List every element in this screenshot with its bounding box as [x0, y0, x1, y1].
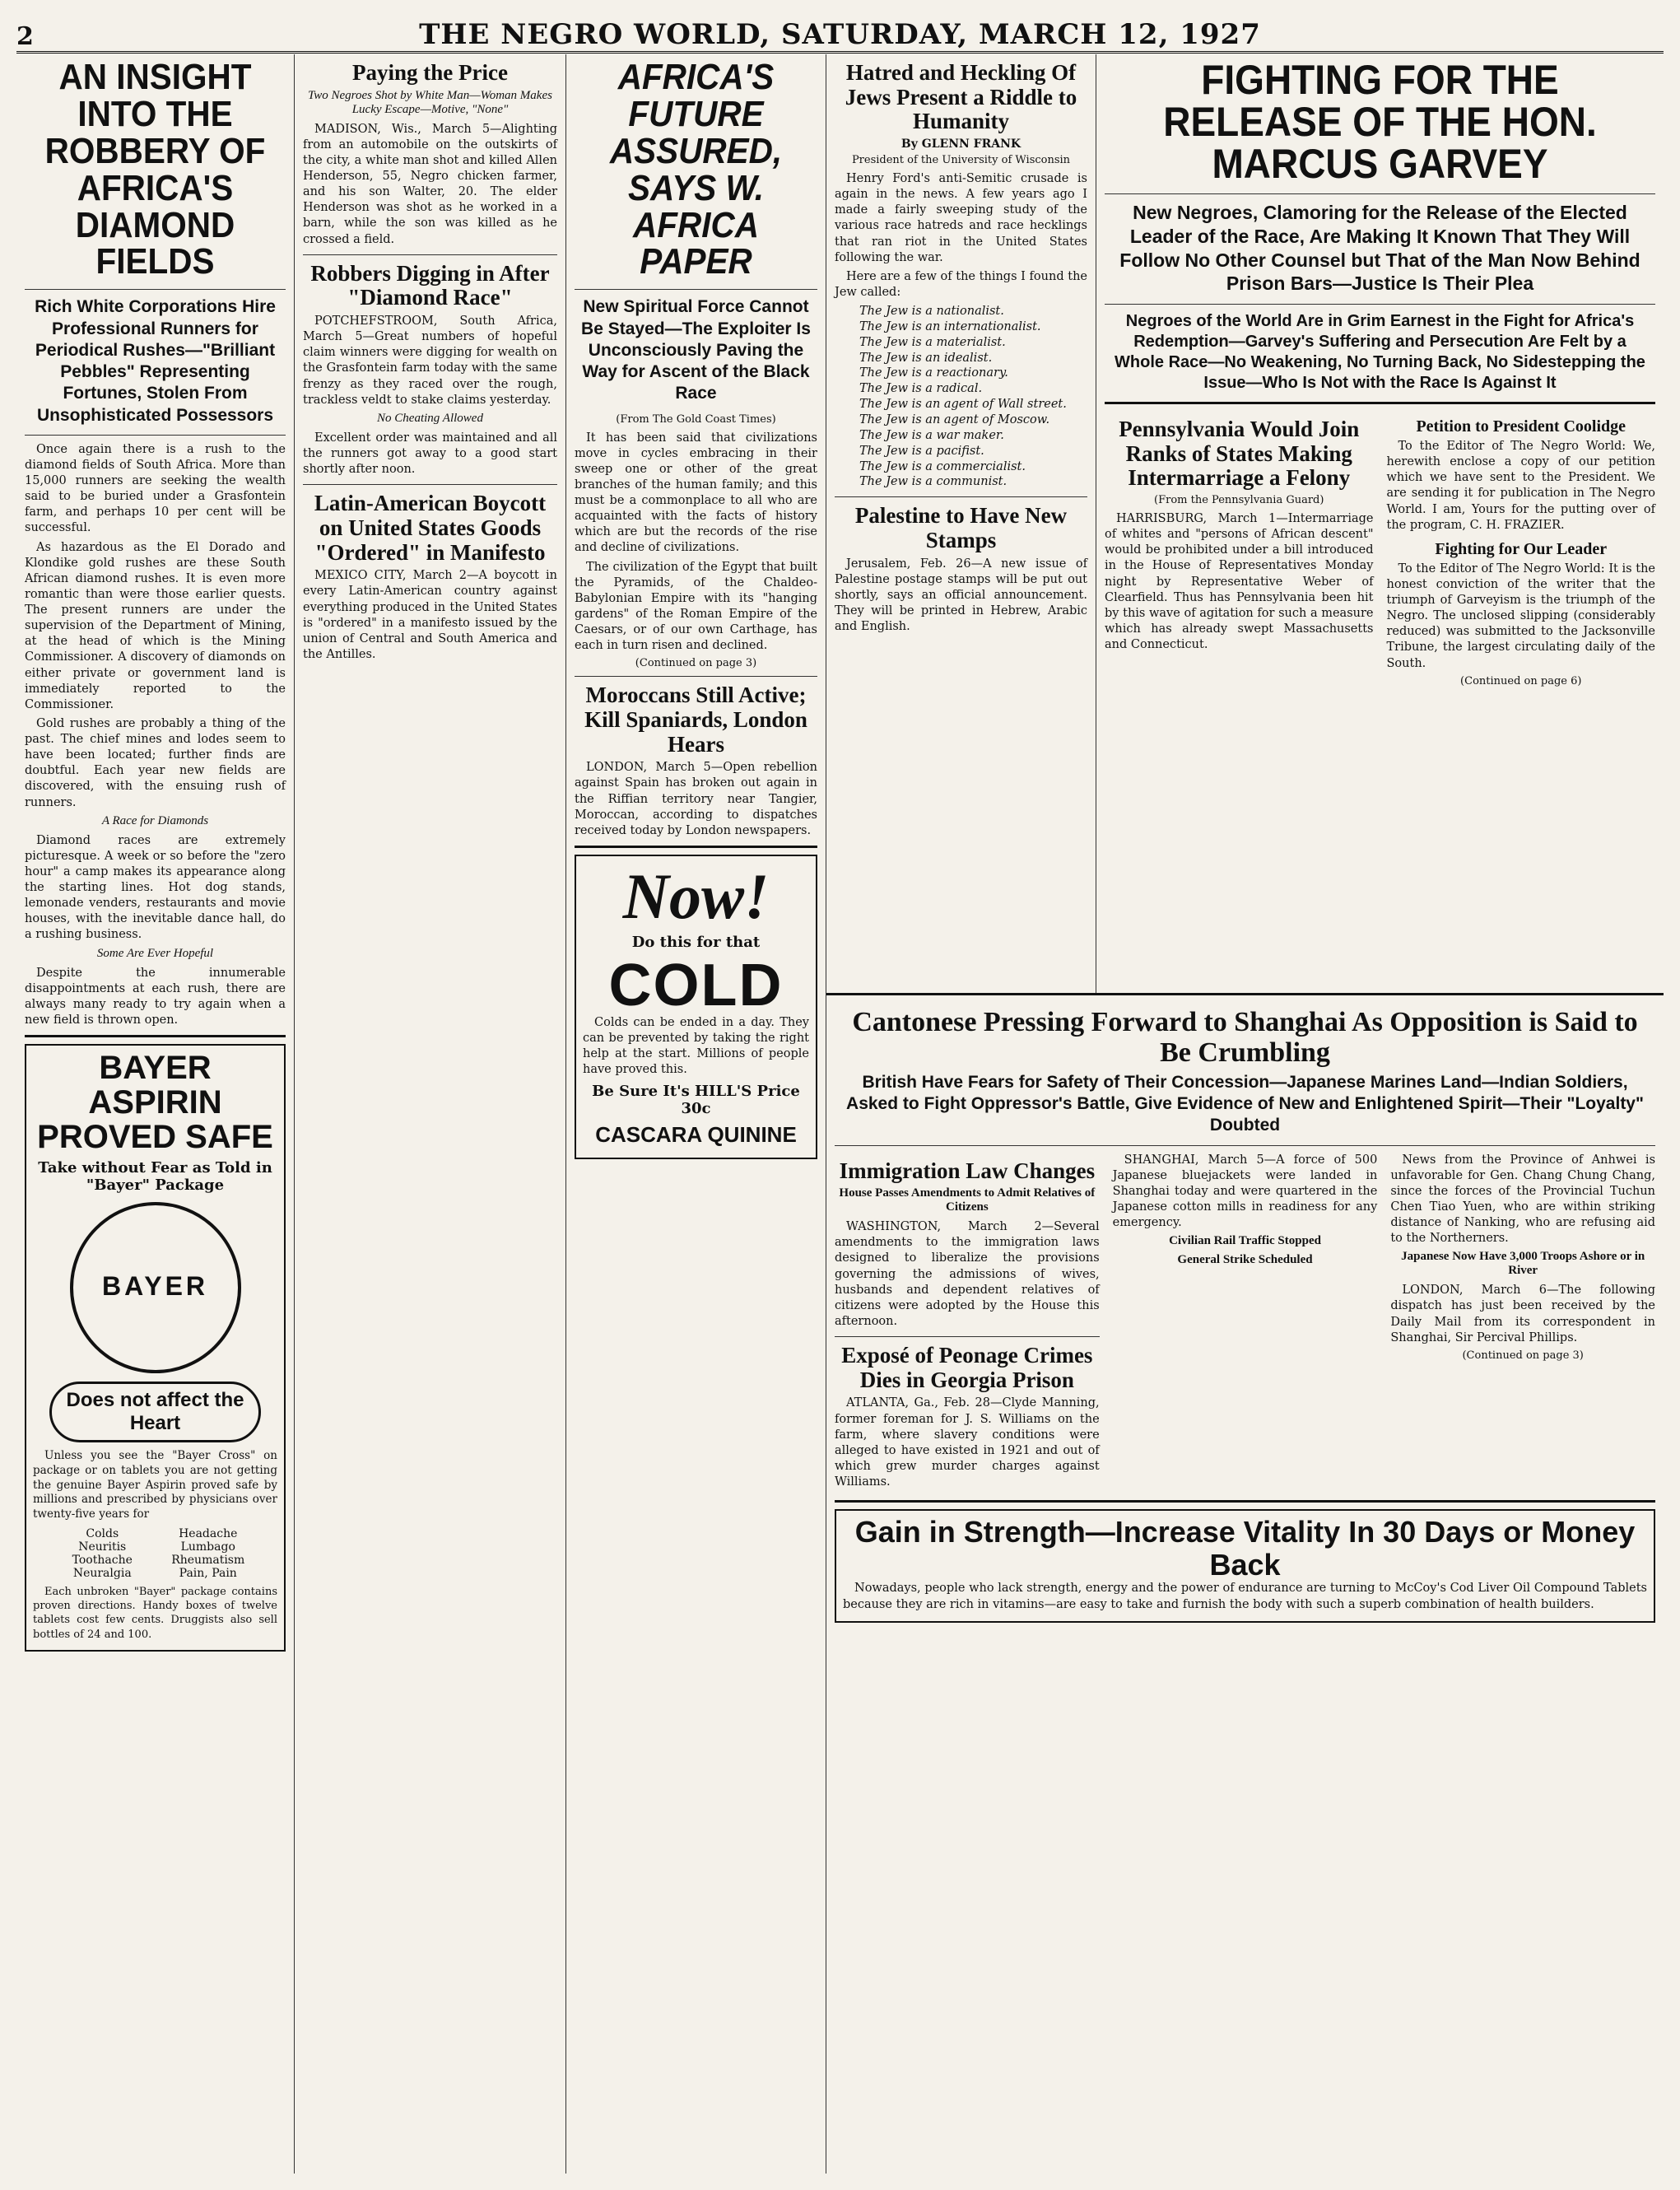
- cantonese-article-part-2: [1390, 1153, 1655, 1494]
- immigration-headline: Immigration Law Changes: [839, 1158, 1096, 1183]
- immigration-subhead: House Passes Amendments to Admit Relatives of Citizens: [839, 1186, 1096, 1214]
- jews-riddle-byline-title: President of the University of Wisconsin: [851, 154, 1071, 167]
- column-paying-price: [295, 54, 566, 2174]
- pennsylvania-paragraph: HARRISBURG, March 1—Intermarriage of whites and "persons of African descent" would be prohibited under a bill introduced in the House of Representatives Monday night by Representative Weber of Clearfield. Thus has Pennsylvania been hit by this wave of agitation for such a measure which has already swept Massachusetts and Connecticut.: [1105, 512, 1374, 652]
- cantonese-paragraph-3: LONDON, March 6—The following dispatch has just been received by the Daily Mail from its correspondent in Shanghai, Sir Percival Phillips.: [1390, 1284, 1656, 1344]
- masthead: [16, 12, 1664, 54]
- cantonese-deck: British Have Fears for Safety of Their Concession—Japanese Marines Land—Indian Soldiers, Asked to Fight Oppressor's Battle, Give Evidence of New and Enlightened Spirit—Their "Loyalty" Doubted: [846, 1072, 1644, 1135]
- fighting-leader-headline: Fighting for Our Leader: [1435, 539, 1608, 558]
- petition-headline: Petition to President Coolidge: [1416, 417, 1626, 436]
- japanese-troops-subhead: Japanese Now Have 3,000 Troops Ashore or in River: [1401, 1250, 1645, 1278]
- latin-boycott-headline: Latin-American Boycott on United States Goods "Ordered" in Manifesto: [314, 491, 547, 565]
- hills-cascara-ad: [575, 855, 817, 1160]
- cantonese-paragraph-1: SHANGHAI, March 5—A force of 500 Japanese bluejackets were landed in Shanghai today and were quartered in the Japanese cotton mills in readiness for any emergency.: [1112, 1153, 1378, 1230]
- palestine-stamps-headline: Palestine to Have New Stamps: [854, 503, 1068, 552]
- jews-riddle-paragraph-2: Here are a few of the things I found the Jew called:: [835, 269, 1087, 299]
- no-cheating-subhead: No Cheating Allowed: [377, 411, 483, 425]
- garvey-split-section: [1105, 411, 1655, 691]
- lower-right-section: [826, 993, 1664, 2174]
- pennsylvania-headline: Pennsylvania Would Join Ranks of States Making Intermarriage a Felony: [1119, 417, 1360, 491]
- page-number: 2: [16, 22, 34, 51]
- diamond-paragraph-4: Diamond races are extremely picturesque. A week or so before the "zero hour" a camp makes its appearance along the starting lines. Hot dog stands, lemonade venders, restaurants and movie houses, with the inevitable dance hall, do a rushing business.: [25, 833, 286, 942]
- africa-future-paragraph-2: The civilization of the Egypt that built the Pyramids, of the Chaldeo-Babylonian Empire with its "hanging gardens" of the Roman Empire of the Caesars, or of our own Carthage, has each in turn risen and declined.: [575, 560, 817, 653]
- latin-boycott-paragraph: MEXICO CITY, March 2—A boycott in every Latin-American country against everything produced in the United States is "ordered" in a manifesto issued by the union of Central and South America and the Antilles.: [303, 569, 557, 661]
- petition-paragraph: To the Editor of The Negro World: We, herewith enclose a copy of our petition which we have sent to the President. We are sending it for publication in The Negro World. I am, Yours for the putting over of the program, C. H. FRAZIER.: [1386, 440, 1655, 532]
- robbers-digging-headline: Robbers Digging in After "Diamond Race": [310, 260, 550, 310]
- diamond-deck: Rich White Corporations Hire Professional Runners for Periodical Rushes—"Brilliant Pebbles" Representing Fortunes, Stolen From Unsophisticated Possessors: [35, 297, 276, 425]
- diamond-headline: AN INSIGHT INTO THE ROBBERY OF AFRICA'S DIAMOND FIELDS: [44, 57, 266, 282]
- bayer-heart-oval: Does not affect the Heart: [49, 1382, 261, 1442]
- diamond-paragraph-2: As hazardous as the El Dorado and Klondike gold rushes are these South African diamond rushes. It is even more romantic than were those earlier quests. The present runners are under the supervision of the Department of Mining, at the head of which is the Mining Commissioner. A discovery of diamonds on either private or government land is immediately reported to the Commissioner.: [25, 540, 286, 711]
- jews-riddle-headline: Hatred and Heckling Of Jews Present a Riddle to Humanity: [845, 60, 1077, 134]
- bayer-ad-body: Unless you see the "Bayer Cross" on package or on tablets you are not getting the genuine Bayer Aspirin proved safe by millions and prescribed by physicians over twenty-five years for: [33, 1449, 277, 1521]
- cantonese-continued: (Continued on page 3): [1462, 1349, 1584, 1362]
- bayer-ad-title: BAYER ASPIRIN PROVED SAFE: [37, 1050, 273, 1155]
- bayer-aspirin-ad: [25, 1044, 286, 1652]
- fighting-leader-continued: (Continued on page 6): [1460, 674, 1582, 687]
- ad-now-subheading: Do this for that: [631, 933, 761, 951]
- ad-cascara-quinine: CASCARA QUININE: [595, 1122, 797, 1148]
- column-diamond-fields: [16, 54, 295, 2174]
- ad-now-heading: Now!: [622, 860, 770, 932]
- africa-future-continued: (Continued on page 3): [635, 657, 757, 670]
- columns: [16, 54, 1664, 2174]
- newspaper-title: THE NEGRO WORLD, SATURDAY, MARCH 12, 1927: [419, 18, 1261, 51]
- moroccans-headline: Moroccans Still Active; Kill Spaniards, London Hears: [584, 683, 807, 757]
- bayer-cross-logo: [70, 1202, 241, 1373]
- bayer-ailment-list: Colds Headache Neuritis Lumbago Toothache Rheumatism Neuralgia Pain, Pain: [72, 1527, 245, 1581]
- petition-article: [1387, 411, 1656, 691]
- general-strike-subhead: General Strike Scheduled: [1177, 1253, 1313, 1267]
- cantonese-headline: Cantonese Pressing Forward to Shanghai As Opposition is Said to Be Crumbling: [852, 1007, 1638, 1069]
- jew-called-list: The Jew is a nationalist. The Jew is an internationalist. The Jew is a materialist. The Jew is an idealist. The Jew is a reactionary. The Jew is a radical. The Jew is an agent of Wall street. The Jew is an agent of Moscow. The Jew is a war maker. The Jew is a pacifist. The Jew is a commercialist. The Jew is a communist.: [859, 305, 1067, 489]
- pennsylvania-article: [1105, 411, 1374, 691]
- mccoy-ad-body: Nowadays, people who lack strength, energy and the power of endurance are turning to McCoy's Cod Liver Oil Compound Tablets because they are rich in vitamins—are easy to take and furnish the body with such a superb combination of health builders.: [843, 1582, 1647, 1611]
- cantonese-columns: [835, 1153, 1655, 1494]
- jews-riddle-paragraph-1: Henry Ford's anti-Semitic crusade is again in the news. A few years ago I made a fairly sweeping study of the various race hatreds and race hecklings that ran riot in the United States following the war.: [835, 172, 1087, 264]
- peonage-paragraph: ATLANTA, Ga., Feb. 28—Clyde Manning, former foreman for J. S. Williams on the farm, where slavery conditions were alleged to have existed in 1921 and out of which grew murder charges against Williams.: [835, 1396, 1100, 1489]
- column-africa-future: [566, 54, 826, 2174]
- fighting-leader-paragraph: To the Editor of The Negro World: It is the honest conviction of the writer that the triumph of Garveyism is the triumph of the Negro. The unclosed slipping (considerably reduced) was submitted to the Jacksonville Tribune, the largest circulating daily of the South.: [1386, 561, 1655, 670]
- no-cheating-paragraph: Excellent order was maintained and all the runners got away to a good start shortly after noon.: [303, 431, 557, 477]
- immigration-paragraph: WASHINGTON, March 2—Several amendments to the immigration laws designed to liberalize the provisions governing the admissions of wives, husbands and dependent relatives of citizens were adopted by the House this afternoon.: [835, 1220, 1100, 1328]
- diamond-paragraph-1: Once again there is a rush to the diamond fields of South Africa. More than 15,000 runners are seeking the wealth said to be buried under a Grasfontein farm, and perhaps 10 per cent will be successful.: [25, 442, 286, 535]
- diamond-paragraph-5: Despite the innumerable disappointments at each rush, there are always many ready to try again when a new field is thrown open.: [25, 966, 286, 1027]
- paying-price-paragraph: MADISON, Wis., March 5—Alighting from an automobile on the outskirts of the city, a white man shot and killed Allen Henderson, 55, Negro chicken farmer, and his son Walter, 20. The elder Henderson was shot as he worked in a barn, while the son was killed as he crossed a field.: [303, 122, 557, 246]
- civilian-rail-subhead: Civilian Rail Traffic Stopped: [1169, 1234, 1321, 1248]
- garvey-deck-1: New Negroes, Clamoring for the Release of the Elected Leader of the Race, Are Making It Known That They Will Follow No Other Counsel but That of the Man Now Behind Prison Bars—Justice Is Their Plea: [1119, 202, 1640, 295]
- garvey-deck-2: Negroes of the World Are in Grim Earnest in the Fight for Africa's Redemption—Garvey's Suffering and Persecution Are Felt by a Whole Race—No Weakening, No Turning Back, No Sidestepping the Issue—Who Is Not with the Race Is Against It: [1115, 312, 1645, 392]
- robbers-digging-paragraph: POTCHEFSTROOM, South Africa, March 5—Great numbers of hopeful claim winners were digging for wealth on the Grasfontein farm today with the same frenzy as they raced over the rough, trackless veldt to stake claims yesterday.: [303, 315, 557, 407]
- mccoy-cod-liver-ad: [835, 1509, 1655, 1622]
- africa-future-headline: AFRICA'S FUTURE ASSURED, SAYS W. AFRICA PAPER: [609, 57, 783, 282]
- diamond-paragraph-3: Gold rushes are probably a thing of the past. The chief mines and lodes seem to have been located; further finds are doubtful. Each year new fields are discovered, with the ensuing rush of runners.: [25, 716, 286, 809]
- ad-cold-body: Colds can be ended in a day. They can be prevented by taking the right help at the start. Millions of people have proved this.: [583, 1015, 809, 1077]
- diamond-subhead-hopeful: Some Are Ever Hopeful: [96, 946, 214, 960]
- bayer-cross-horizontal: BAYER: [101, 1271, 209, 1301]
- bayer-ad-footer: Each unbroken "Bayer" package contains proven directions. Handy boxes of twelve tablets cost few cents. Druggists also sell bottles of 24 and 100.: [33, 1586, 277, 1641]
- africa-future-credit: (From The Gold Coast Times): [616, 412, 776, 426]
- diamond-subhead-race: A Race for Diamonds: [101, 813, 209, 827]
- africa-future-paragraph-1: It has been said that civilizations move in cycles embracing in their sweep one or other of the great branches of the human family; and this must be a commonplace to all who are acquainted with the facts of history which are but the records of the rise and decline of civilizations.: [575, 431, 817, 555]
- garvey-headline: FIGHTING FOR THE RELEASE OF THE HON. MARCUS GARVEY: [1163, 57, 1597, 187]
- ad-cold-heading: COLD: [608, 952, 784, 1018]
- peonage-headline: Exposé of Peonage Crimes Dies in Georgia Prison: [841, 1343, 1093, 1392]
- palestine-stamps-paragraph: Jerusalem, Feb. 26—A new issue of Palestine postage stamps will be put out shortly, says an official announcement. They will be printed in Hebrew, Arabic and English.: [835, 557, 1087, 634]
- ad-price-line: Be Sure It's HILL'S Price 30c: [592, 1083, 800, 1118]
- pennsylvania-credit: (From the Pennsylvania Guard): [1154, 494, 1324, 507]
- africa-future-deck: New Spiritual Force Cannot Be Stayed—The Exploiter Is Unconsciously Paving the Way for Ascent of the Black Race: [581, 297, 811, 403]
- immigration-article: [835, 1153, 1100, 1494]
- mccoy-ad-headline: Gain in Strength—Increase Vitality In 30 Days or Money Back: [854, 1515, 1636, 1582]
- cantonese-paragraph-2: News from the Province of Anhwei is unfavorable for Gen. Chang Chung Chang, since the forces of the Provincial Tuchun Chen Tiao Yuen, who are within striking distance of Nanking, who are refusing aid to the Northerners.: [1390, 1153, 1656, 1246]
- paying-price-subhead: Two Negroes Shot by White Man—Woman Makes Lucky Escape—Motive, "None": [308, 88, 552, 116]
- jews-riddle-byline: By GLENN FRANK: [900, 137, 1021, 151]
- moroccans-paragraph: LONDON, March 5—Open rebellion against Spain has broken out again in the Riffian territory near Tangier, Moroccan, according to dispatches received today by London newspapers.: [575, 761, 817, 837]
- paying-price-headline: Paying the Price: [352, 60, 508, 85]
- bayer-ad-tagline: Take without Fear as Told in "Bayer" Package: [38, 1159, 272, 1194]
- cantonese-article-part-1: [1113, 1153, 1378, 1494]
